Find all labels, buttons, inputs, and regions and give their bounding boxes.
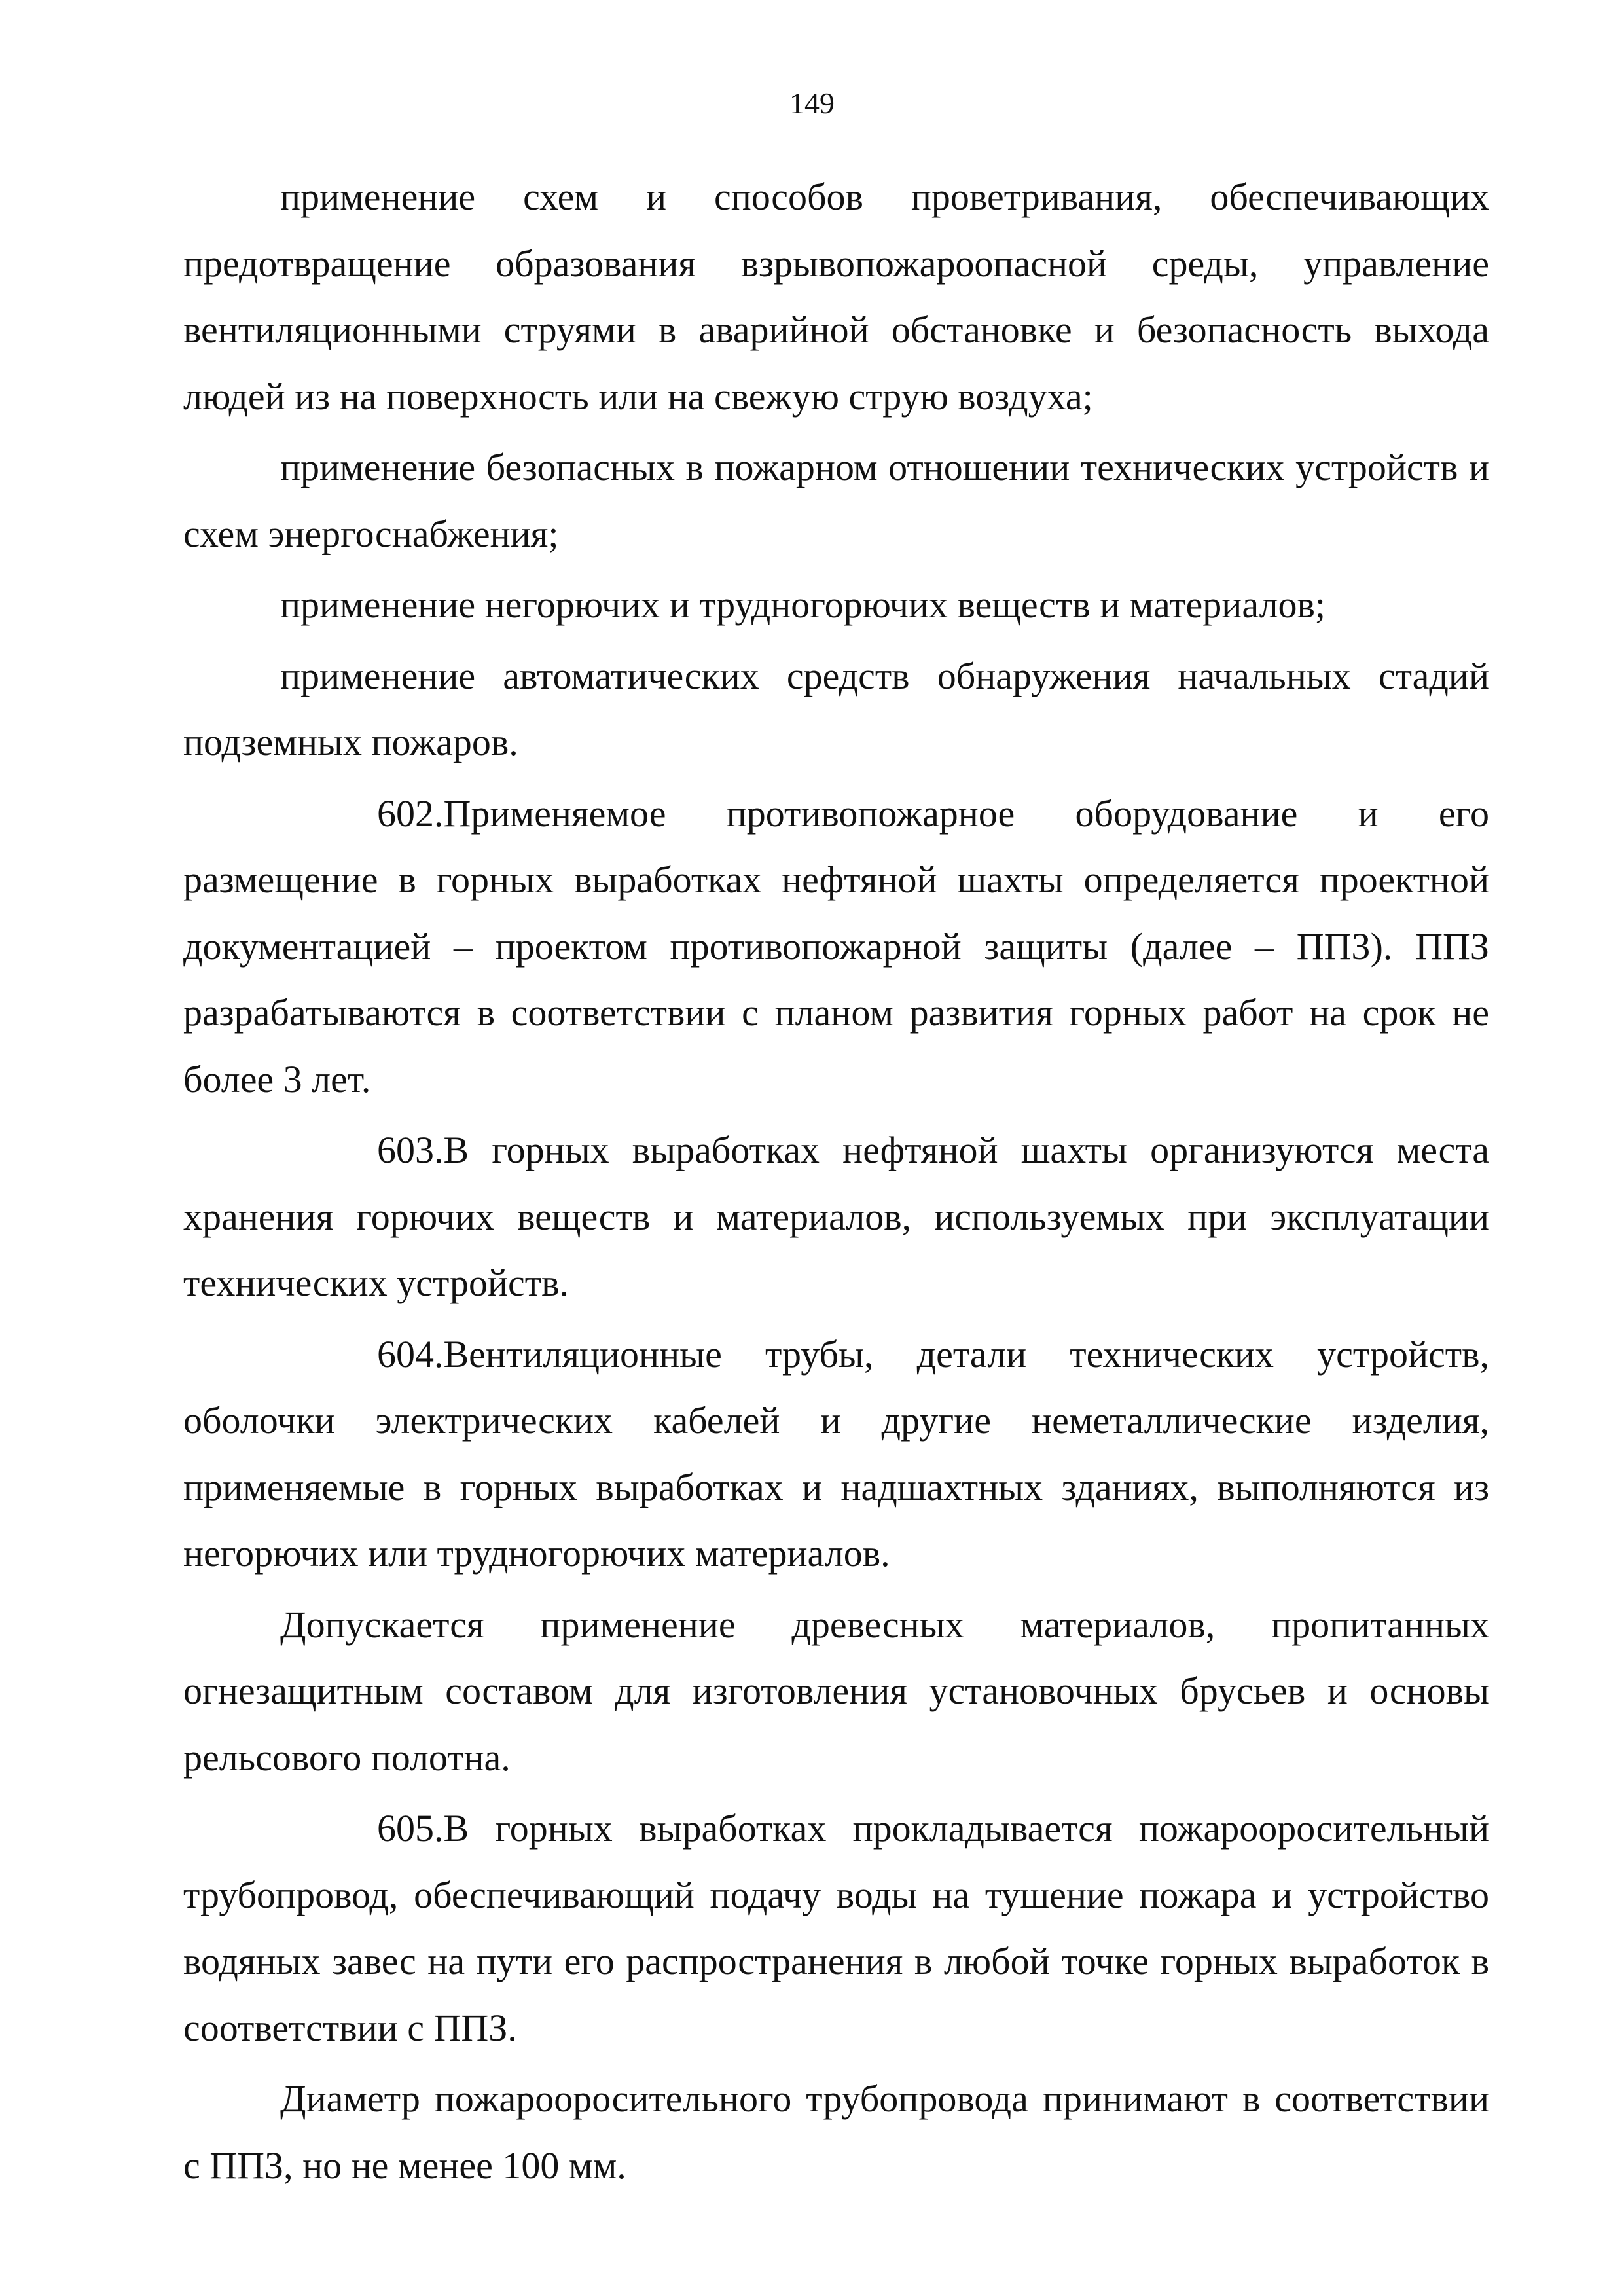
clause-number: 603. — [377, 1129, 444, 1171]
clause-605 — [183, 1795, 1489, 2061]
paragraph — [183, 572, 1489, 638]
paragraph-text: Применяемое противопожарное оборудование и его размещение в горных выработках нефтяной шахты определяется проектной документацией – проектом противопожарной защиты (далее – ППЗ). ППЗ разрабатываются в соответствии с планом развития горных работ на срок не более 3 лет. — [183, 792, 1489, 1101]
paragraph — [183, 643, 1489, 776]
clause-number: 605. — [377, 1807, 444, 1850]
clause-number: 604. — [377, 1332, 444, 1376]
paragraph — [183, 434, 1489, 567]
document-body — [183, 164, 1489, 2203]
paragraph-text: Допускается применение древесных материалов, пропитанных огнезащитным составом для изготовления установочных брусьев и основы рельсового полотна. — [183, 1603, 1489, 1779]
paragraph — [183, 1592, 1489, 1791]
clause-number: 602. — [377, 792, 444, 835]
paragraph-text: В горных выработках прокладывается пожарооросительный трубопровод, обеспечивающий подачу воды на тушение пожара и устройство водяных завес на пути его распространения в любой точке горных выработок в соответствии с ППЗ. — [183, 1807, 1489, 2049]
paragraph — [183, 164, 1489, 429]
paragraph-text: В горных выработках нефтяной шахты организуются места хранения горючих веществ и материалов, используемых при эксплуатации технических устройств. — [183, 1129, 1489, 1304]
paragraph-text: применение негорючих и трудногорючих веществ и материалов; — [280, 583, 1326, 626]
paragraph — [183, 2066, 1489, 2198]
clause-604 — [183, 1321, 1489, 1587]
clause-603 — [183, 1117, 1489, 1317]
paragraph-text: применение безопасных в пожарном отношении технических устройств и схем энергоснабжения; — [183, 446, 1489, 555]
paragraph-text: применение автоматических средств обнаружения начальных стадий подземных пожаров. — [183, 654, 1489, 763]
paragraph-text: Вентиляционные трубы, детали технических устройств, оболочки электрических кабелей и другие неметаллические изделия, применяемые в горных выработках и надшахтных зданиях, выполняются из негорючих или трудногорючих материалов. — [183, 1332, 1489, 1575]
clause-602 — [183, 780, 1489, 1113]
paragraph-text: Диаметр пожарооросительного трубопровода принимают в соответствии с ППЗ, но не менее 100 мм. — [183, 2077, 1489, 2187]
page-number: 149 — [789, 86, 835, 120]
paragraph-text: применение схем и способов проветривания, обеспечивающих предотвращение образования взрывопожароопасной среды, управление вентиляционными струями в аварийной обстановке и безопасность выхода людей из на поверхность или на свежую струю воздуха; — [183, 175, 1489, 418]
